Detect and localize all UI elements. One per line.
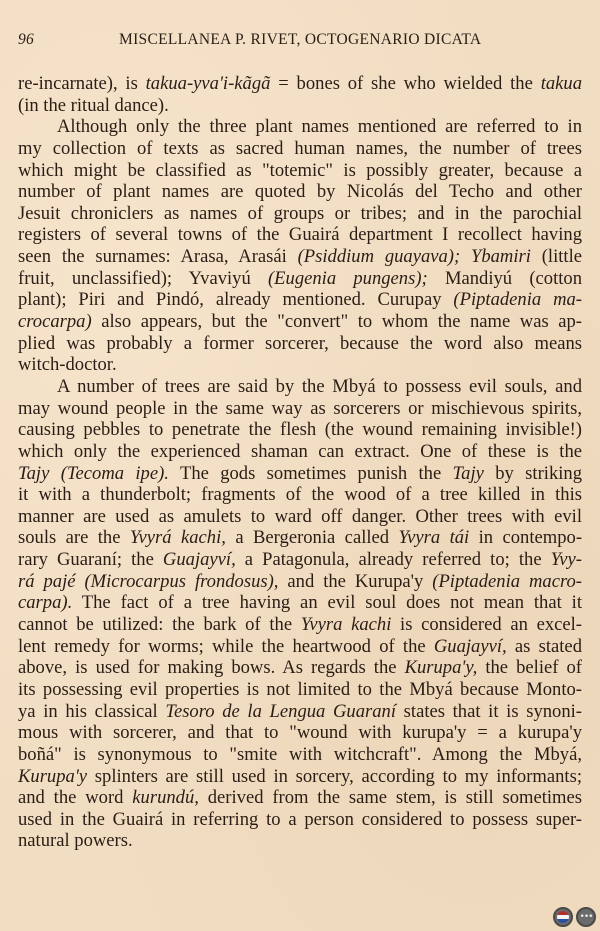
text-span: in contempo-: [469, 527, 583, 549]
italic-span: Kurupa'y,: [404, 657, 478, 679]
more-options-button[interactable]: [576, 907, 596, 927]
text-span: A number of trees are said by the Mbyá to possess evil souls, and: [57, 375, 582, 397]
text-line: [18, 701, 582, 723]
text-line: [18, 527, 582, 549]
text-span: and the Kurupa'y: [278, 570, 433, 592]
italic-span: Yvyrá kachi,: [129, 527, 226, 549]
text-line: [18, 571, 582, 593]
text-line: [18, 657, 582, 679]
text-line: [18, 181, 582, 203]
italic-span: Yvy-: [550, 549, 582, 571]
italic-span: Kurupa'y: [18, 765, 88, 787]
italic-span: (Piptadenia ma-: [453, 289, 582, 311]
italic-span: carpa).: [18, 592, 73, 614]
text-line: [18, 376, 582, 398]
running-title: MISCELLANEA P. RIVET, OCTOGENARIO DICATA: [119, 31, 482, 48]
text-span: above, is used for making bows. As regards the: [18, 657, 405, 679]
text-line: [18, 766, 582, 788]
text-span: (in the ritual dance).: [18, 94, 169, 116]
text-line: [18, 138, 582, 160]
text-span: as stated: [506, 635, 582, 657]
italic-span: (Piptadenia macro-: [432, 570, 582, 592]
text-span: re-incarnate), is: [18, 73, 146, 94]
text-line: [18, 398, 582, 420]
text-span: = bones of she who wielded the: [270, 73, 541, 94]
text-span: natural powers.: [18, 830, 133, 852]
text-span: my collection of texts as sacred human names, the number of trees: [18, 137, 582, 159]
text-span: ya in his classical: [18, 700, 166, 722]
text-line: [18, 203, 582, 225]
text-span: also appears, but the "convert" to whom the name was ap-: [91, 311, 582, 333]
text-span: fruit, unclassified); Yvaviyú: [18, 267, 268, 289]
text-line: [18, 614, 582, 636]
italic-span: takua-yva'i-kãgã: [145, 73, 271, 94]
text-span: (little: [530, 246, 582, 268]
text-span: its possessing evil properties is not limited to the Mbyá because Monto-: [18, 678, 582, 700]
text-span: splinters are still used in sorcery, according to my informants;: [87, 765, 582, 787]
text-line: [18, 679, 582, 701]
italic-span: rá pajé (Microcarpus frondosus),: [18, 570, 279, 592]
text-span: The fact of a tree having an evil soul does not mean that it: [72, 592, 582, 614]
text-line: [18, 463, 582, 485]
text-line: [18, 484, 582, 506]
text-line: [18, 246, 582, 268]
text-span: may wound people in the same way as sorcerers or mischievous spirits,: [18, 397, 582, 419]
flag-stripe: [557, 919, 569, 923]
text-span: it with a thunderbolt; fragments of the wood of a tree killed in this: [18, 484, 582, 506]
text-span: rary Guaraní; the: [18, 549, 163, 571]
text-line: [18, 95, 582, 117]
text-line: [18, 333, 582, 355]
text-span: which only the experienced shaman can extract. One of these is the: [18, 440, 582, 462]
text-span: and the word: [18, 787, 133, 809]
more-icon: •••: [579, 911, 593, 922]
text-span: derived from the same stem, is still sometimes: [198, 787, 582, 809]
italic-span: Tajy: [452, 462, 484, 484]
italic-span: crocarpa): [18, 311, 92, 333]
text-span: souls are the: [18, 527, 130, 549]
text-span: boñá" is synonymous to "smite with witchcraft". Among the Mbyá,: [18, 743, 582, 765]
text-span: registers of several towns of the Guairá department I recollect having: [18, 224, 582, 246]
italic-span: Tesoro de la Lengua Guaraní: [165, 700, 397, 722]
text-span: Although only the three plant names mentioned are referred to in: [57, 116, 582, 138]
text-line: [18, 744, 582, 766]
text-line: [18, 830, 582, 852]
text-span: The gods sometimes punish the: [168, 462, 453, 484]
text-line: [18, 441, 582, 463]
italic-span: (Eugenia pungens);: [267, 267, 428, 289]
text-line: [18, 787, 582, 809]
text-line: [18, 224, 582, 246]
text-span: by striking: [483, 462, 582, 484]
text-span: manner are used as amulets to ward off danger. Other trees with evil: [18, 505, 582, 527]
flag-icon: [557, 911, 569, 923]
text-span: causing pebbles to penetrate the flesh (the wound remaining invisible!): [18, 419, 582, 441]
text-line: [18, 506, 582, 528]
text-line: [18, 160, 582, 182]
running-head: [18, 31, 580, 53]
italic-span: kurundú,: [132, 787, 199, 809]
text-line: [18, 419, 582, 441]
text-span: Jesuit chroniclers as names of groups or tribes; and in the parochial: [18, 202, 582, 224]
italic-span: takua: [540, 73, 582, 94]
italic-span: Guajayví,: [162, 549, 236, 571]
text-span: a Bergeronia called: [225, 527, 399, 549]
text-span: cannot be utilized: the bark of the: [18, 614, 301, 636]
text-span: which might be classified as "totemic" is possibly greater, because a: [18, 159, 582, 181]
text-span: lent remedy for worms; while the heartwood of the: [18, 635, 434, 657]
text-line: [18, 592, 582, 614]
text-line: [18, 289, 582, 311]
text-span: used in the Guairá in referring to a person considered to possess super-: [18, 808, 582, 830]
italic-span: (Psiddium guayava); Ybamiri: [297, 246, 531, 268]
text-span: a Patagonula, already referred to; the: [235, 549, 551, 571]
body-text: [18, 73, 582, 852]
text-line: [18, 722, 582, 744]
text-span: states that it is synoni-: [396, 700, 582, 722]
italic-span: Yvyra kachi: [300, 614, 392, 636]
text-span: is considered an excel-: [391, 614, 582, 636]
text-line: [18, 311, 582, 333]
text-line: [18, 73, 582, 95]
italic-span: Yvyra tái: [398, 527, 470, 549]
italic-span: Tajy (Tecoma ipe).: [18, 462, 169, 484]
text-span: witch-doctor.: [18, 354, 117, 376]
text-span: mous with sorcerer, and that to "wound with kurupa'y = a kurupa'y: [18, 722, 582, 744]
page-number: 96: [18, 31, 34, 48]
text-line: [18, 354, 582, 376]
viewer-controls: [553, 907, 596, 927]
text-span: the belief of: [477, 657, 582, 679]
text-span: plied was probably a former sorcerer, because the word also means: [18, 332, 582, 354]
text-line: [18, 268, 582, 290]
text-span: seen the surnames: Arasa, Arasái: [18, 246, 298, 268]
text-span: number of plant names are quoted by Nicolás del Techo and other: [18, 181, 582, 203]
text-line: [18, 116, 582, 138]
text-line: [18, 549, 582, 571]
italic-span: Guajayví,: [433, 635, 507, 657]
text-span: plant); Piri and Pindó, already mentioned. Curupay: [18, 289, 454, 311]
text-span: Mandiyú (cotton: [427, 267, 582, 289]
text-line: [18, 636, 582, 658]
language-flag-button[interactable]: [553, 907, 573, 927]
text-line: [18, 809, 582, 831]
